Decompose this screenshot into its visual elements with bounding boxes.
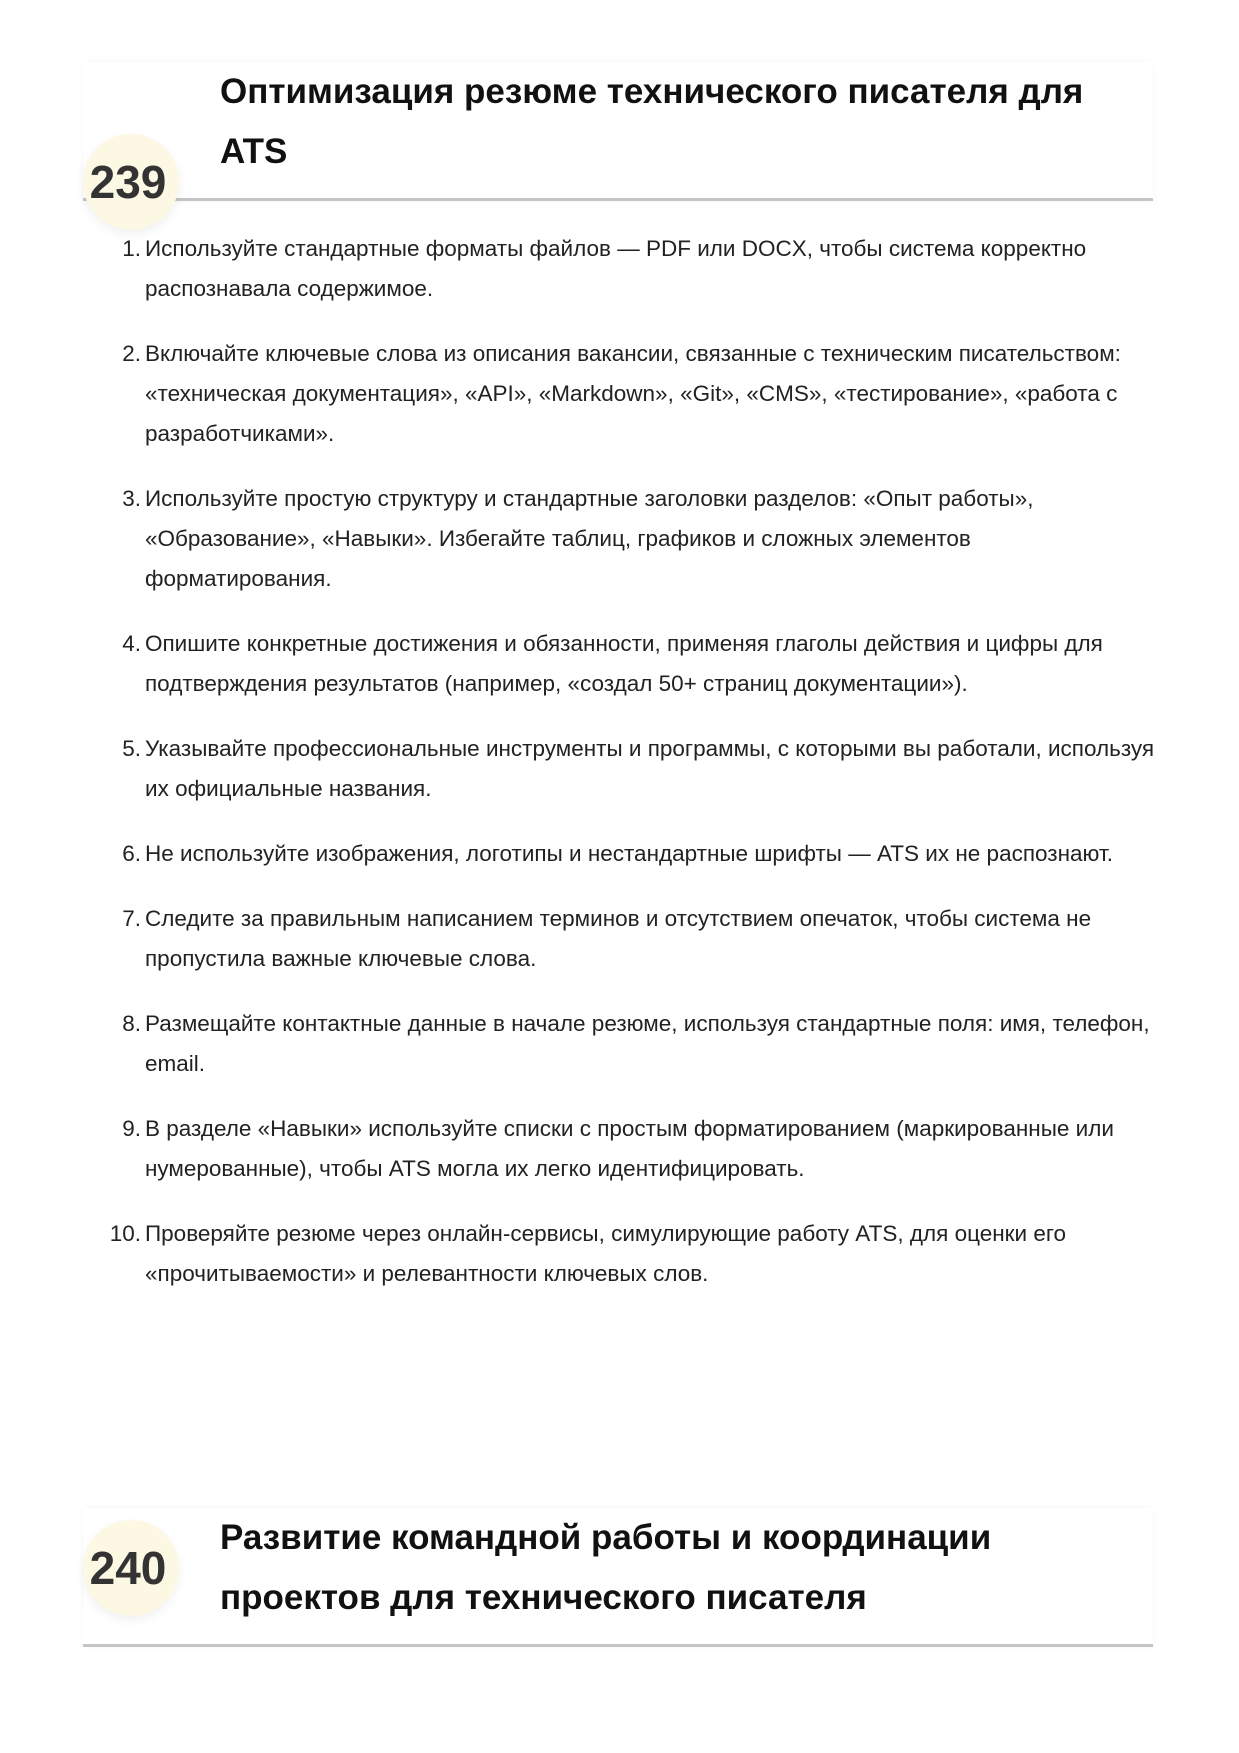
- list-item: [122, 834, 1155, 874]
- list-item: [122, 729, 1155, 809]
- section-title: Оптимизация резюме технического писателя для ATS: [220, 72, 1084, 171]
- list-item-number: 3.: [122, 486, 141, 511]
- list-item-text: Используйте стандартные форматы файлов — PDF или DOCX, чтобы система корректно распознавала содержимое.: [145, 236, 1087, 301]
- list-item-text: В разделе «Навыки» используйте списки с простым форматированием (маркированные или нумерованные), чтобы ATS могла их легко идентифицировать.: [145, 1116, 1114, 1181]
- list-item-number: 6.: [122, 841, 141, 866]
- section-number-badge: 239: [83, 134, 179, 230]
- list-item-number: 9.: [122, 1116, 141, 1141]
- section-header-240: [83, 1508, 1153, 1647]
- list-item: [122, 479, 1155, 599]
- list-item-text: Проверяйте резюме через онлайн-сервисы, симулирующие работу ATS, для оценки его «прочитываемости» и релевантности ключевых слов.: [145, 1221, 1067, 1286]
- list-item: [122, 899, 1155, 979]
- list-item-text: Опишите конкретные достижения и обязанности, применяя глаголы действия и цифры для подтверждения результатов (например, «создал 50+ страниц документации»).: [145, 631, 1103, 696]
- section-number-badge: 240: [83, 1520, 179, 1616]
- list-item-text: Размещайте контактные данные в начале резюме, используя стандартные поля: имя, телефон, email.: [145, 1011, 1150, 1076]
- list-item-text: Не используйте изображения, логотипы и нестандартные шрифты — ATS их не распознают.: [145, 841, 1113, 866]
- list-item-text: Используйте простую структуру и стандартные заголовки разделов: «Опыт работы», «Образование», «Навыки». Избегайте таблиц, графиков и сложных элементов форматирования.: [145, 486, 1034, 591]
- section-header-239: [83, 62, 1153, 208]
- list-item-number: 8.: [122, 1011, 141, 1036]
- section-title: Развитие командной работы и координации проектов для технического писателя: [220, 1518, 992, 1617]
- list-item-number: 2.: [122, 341, 141, 366]
- list-item: [109, 1214, 1155, 1294]
- list-item: [122, 1109, 1155, 1189]
- list-item: [122, 229, 1155, 309]
- list-item-number: 4.: [122, 631, 141, 656]
- list-item-number: 5.: [122, 736, 141, 761]
- list-item-text: Указывайте профессиональные инструменты и программы, с которыми вы работали, используя их официальные названия.: [145, 736, 1155, 801]
- list-item-number: 1.: [122, 236, 141, 261]
- list-item-number: 7.: [122, 906, 141, 931]
- list-item-text: Следите за правильным написанием терминов и отсутствием опечаток, чтобы система не пропустила важные ключевые слова.: [145, 906, 1092, 971]
- list-item-text: Включайте ключевые слова из описания вакансии, связанные с техническим писательством: «техническая документация», «API», «Markdown», «Git», «CMS», «тестирование», «работа с разработчиками».: [145, 341, 1121, 446]
- list-item: [122, 624, 1155, 704]
- list-item: [122, 1004, 1155, 1084]
- tips-list: [109, 229, 1155, 1319]
- list-item: [122, 334, 1155, 454]
- list-item-number: 10.: [109, 1221, 141, 1246]
